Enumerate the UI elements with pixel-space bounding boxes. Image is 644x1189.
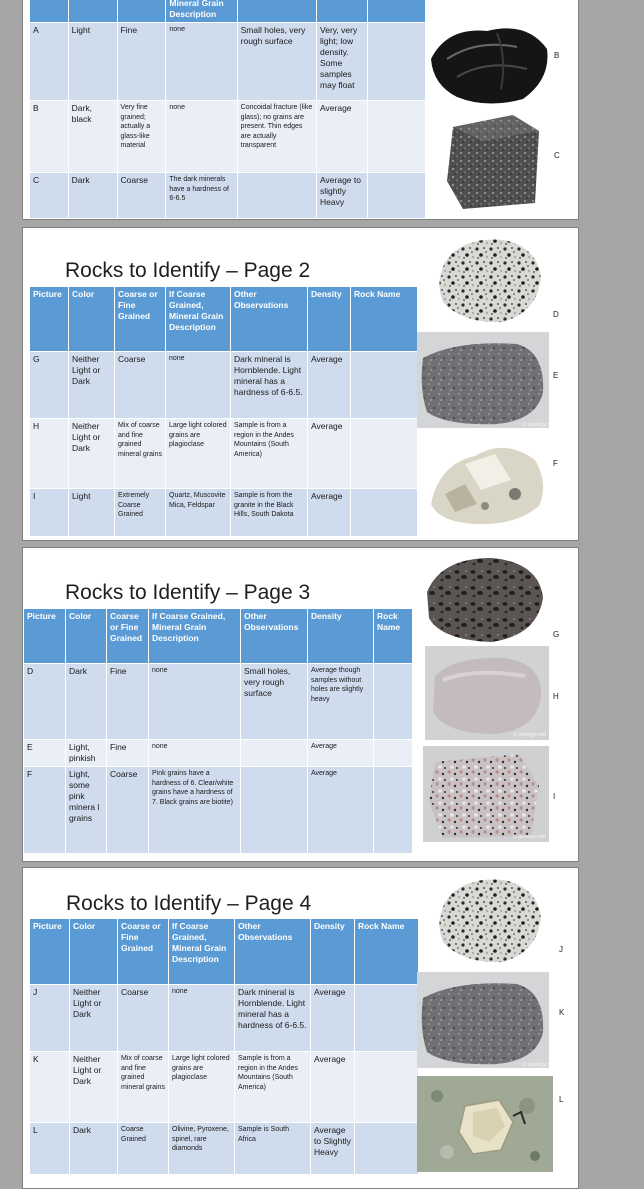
cell-description: none bbox=[149, 664, 241, 740]
rocks-table-2 bbox=[29, 286, 418, 537]
cell-grain: Fine bbox=[107, 740, 149, 767]
rock-photo-pink-granite bbox=[423, 746, 549, 842]
rocks-table-4 bbox=[29, 918, 419, 1175]
cell-picture: B bbox=[30, 101, 69, 173]
watermark: © geology.com bbox=[513, 834, 547, 840]
header-observations: Other Observations bbox=[231, 287, 308, 352]
photo-label: H bbox=[553, 692, 559, 701]
cell-rock-name[interactable] bbox=[351, 352, 418, 419]
cell-observations: Sample is from the granite in the Black Hills, South Dakota bbox=[231, 489, 308, 537]
cell-color: Neither Light or Dark bbox=[69, 352, 115, 419]
cell-rock-name[interactable] bbox=[367, 173, 425, 219]
cell-picture: J bbox=[30, 985, 70, 1052]
watermark: © geology.com bbox=[523, 1062, 557, 1068]
header-density: Density bbox=[308, 287, 351, 352]
cell-observations bbox=[241, 767, 308, 854]
cell-observations: Small holes, very rough surface bbox=[241, 664, 308, 740]
cell-observations: Concoidal fracture (like glass); no grains are present. Thin edges are actually transparent bbox=[237, 101, 316, 173]
header-observations: Other Observations bbox=[241, 609, 308, 664]
header-density: Density bbox=[308, 609, 374, 664]
cell-description: Pink grains have a hardness of 6. Clear/white grains have a hardness of 7. Black grains are biotite) bbox=[149, 767, 241, 854]
cell-color: Neither Light or Dark bbox=[70, 985, 118, 1052]
cell-rock-name[interactable] bbox=[374, 664, 413, 740]
header-grain: Coarse or Fine Grained bbox=[115, 287, 166, 352]
rock-photo-obsidian bbox=[427, 19, 551, 107]
table-row bbox=[30, 1052, 419, 1123]
cell-description: none bbox=[169, 985, 235, 1052]
cell-description: The dark minerals have a hardness of 6-6.5 bbox=[166, 173, 237, 219]
table-row bbox=[30, 352, 418, 419]
photo-label: D bbox=[553, 310, 559, 319]
rocks-table-3 bbox=[23, 608, 413, 854]
header-observations: Other Observations bbox=[235, 919, 311, 985]
photo-label: B bbox=[554, 51, 560, 60]
header-description: If Coarse Grained, Mineral Grain Description bbox=[169, 919, 235, 985]
cell-picture: K bbox=[30, 1052, 70, 1123]
header-density: Density bbox=[311, 919, 355, 985]
header-rock-name: Rock Name bbox=[374, 609, 413, 664]
cell-density: Average bbox=[308, 352, 351, 419]
cell-description: none bbox=[149, 740, 241, 767]
photo-label: I bbox=[553, 792, 556, 801]
photo-label: C bbox=[554, 151, 560, 160]
cell-description: none bbox=[166, 101, 237, 173]
header-grain: Coarse or Fine Grained bbox=[118, 919, 169, 985]
cell-density: Average though samples without holes are slightly heavy bbox=[308, 664, 374, 740]
header-cell bbox=[367, 0, 425, 23]
rock-photo-granite bbox=[433, 872, 545, 966]
table-row bbox=[30, 23, 426, 101]
cell-picture: I bbox=[30, 489, 69, 537]
cell-rock-name[interactable] bbox=[367, 23, 425, 101]
photo-label: L bbox=[559, 1095, 564, 1104]
cell-color: Dark, black bbox=[68, 101, 117, 173]
cell-grain: Mix of coarse and fine grained mineral grains bbox=[115, 419, 166, 489]
cell-color: Neither Light or Dark bbox=[69, 419, 115, 489]
cell-color: Light bbox=[68, 23, 117, 101]
cell-rock-name[interactable] bbox=[351, 489, 418, 537]
cell-rock-name[interactable] bbox=[367, 101, 425, 173]
rock-photo-granite bbox=[433, 232, 545, 326]
cell-density: Average bbox=[308, 740, 374, 767]
table-row bbox=[30, 985, 419, 1052]
cell-description: Large light colored grains are plagioclase bbox=[169, 1052, 235, 1123]
header-rock-name: Rock Name bbox=[351, 287, 418, 352]
slide-2 bbox=[22, 227, 579, 541]
cell-picture: H bbox=[30, 419, 69, 489]
header-color: Color bbox=[70, 919, 118, 985]
cell-description: none bbox=[166, 352, 231, 419]
cell-density: Average bbox=[308, 767, 374, 854]
rock-photo-andesite bbox=[417, 332, 549, 428]
cell-grain: Coarse bbox=[117, 173, 166, 219]
photo-label: G bbox=[553, 630, 560, 639]
rocks-table-1 bbox=[29, 0, 426, 219]
slide-title: Rocks to Identify – Page 2 bbox=[65, 259, 311, 282]
table-row bbox=[30, 173, 426, 219]
table-row bbox=[24, 664, 413, 740]
header-description: If Coarse Grained, Mineral Grain Description bbox=[149, 609, 241, 664]
cell-density: Average bbox=[308, 419, 351, 489]
cell-density: Average to slightly Heavy bbox=[317, 173, 368, 219]
photo-label: E bbox=[553, 371, 559, 380]
cell-picture: C bbox=[30, 173, 69, 219]
cell-description: none bbox=[166, 23, 237, 101]
header-cell bbox=[68, 0, 117, 23]
watermark: © geology.com bbox=[523, 422, 557, 428]
header-partial-line: Description bbox=[169, 9, 217, 19]
header-cell bbox=[237, 0, 316, 23]
cell-color: Dark bbox=[68, 173, 117, 219]
cell-observations: Sample is South Africa bbox=[235, 1123, 311, 1175]
header-picture: Picture bbox=[30, 919, 70, 985]
cell-rock-name[interactable] bbox=[355, 1123, 419, 1175]
cell-rock-name[interactable] bbox=[374, 767, 413, 854]
cell-grain: Extremely Coarse Grained bbox=[115, 489, 166, 537]
cell-color: Light, some pink minera l grains bbox=[66, 767, 107, 854]
cell-grain: Very fine grained; actually a glass-like material bbox=[117, 101, 166, 173]
header-cell bbox=[166, 0, 237, 23]
header-color: Color bbox=[69, 287, 115, 352]
cell-observations: Sample is from a region in the Andes Mountains (South America) bbox=[235, 1052, 311, 1123]
cell-observations bbox=[237, 173, 316, 219]
cell-rock-name[interactable] bbox=[374, 740, 413, 767]
slide-title: Rocks to Identify – Page 4 bbox=[66, 892, 312, 915]
cell-description: Quartz, Muscovite Mica, Feldspar bbox=[166, 489, 231, 537]
header-grain: Coarse or Fine Grained bbox=[107, 609, 149, 664]
header-description: If Coarse Grained, Mineral Grain Description bbox=[166, 287, 231, 352]
cell-color: Light, pinkish bbox=[66, 740, 107, 767]
cell-color: Neither Light or Dark bbox=[70, 1052, 118, 1123]
cell-grain: Coarse bbox=[115, 352, 166, 419]
rock-photo-scoria bbox=[421, 552, 547, 644]
rock-photo-pegmatite bbox=[425, 434, 551, 528]
cell-rock-name[interactable] bbox=[355, 1052, 419, 1123]
header-cell bbox=[30, 0, 69, 23]
cell-grain: Coarse Grained bbox=[118, 1123, 169, 1175]
header-picture: Picture bbox=[30, 287, 69, 352]
cell-picture: F bbox=[24, 767, 66, 854]
cell-grain: Fine bbox=[117, 23, 166, 101]
cell-density: Average bbox=[311, 1052, 355, 1123]
cell-description: Large light colored grains are plagioclase bbox=[166, 419, 231, 489]
cell-rock-name[interactable] bbox=[355, 985, 419, 1052]
rock-photo-gray bbox=[443, 111, 543, 211]
cell-grain: Mix of coarse and fine grained mineral grains bbox=[118, 1052, 169, 1123]
header-partial-line: Mineral Grain bbox=[169, 0, 224, 8]
cell-grain: Coarse bbox=[107, 767, 149, 854]
cell-color: Dark bbox=[70, 1123, 118, 1175]
table-row bbox=[30, 419, 418, 489]
cell-color: Light bbox=[69, 489, 115, 537]
cell-picture: L bbox=[30, 1123, 70, 1175]
table-row bbox=[30, 101, 426, 173]
cell-density: Average bbox=[317, 101, 368, 173]
cell-density: Average bbox=[308, 489, 351, 537]
slide-4 bbox=[22, 867, 579, 1189]
cell-color: Dark bbox=[66, 664, 107, 740]
photo-label: K bbox=[559, 1008, 565, 1017]
cell-observations: Small holes, very rough surface bbox=[237, 23, 316, 101]
cell-picture: G bbox=[30, 352, 69, 419]
slide-1 bbox=[22, 0, 579, 220]
cell-observations: Dark mineral is Hornblende. Light mineral has a hardness of 6-6.5. bbox=[231, 352, 308, 419]
table-row bbox=[30, 489, 418, 537]
cell-observations: Dark mineral is Hornblende. Light mineral has a hardness of 6-6.5. bbox=[235, 985, 311, 1052]
header-picture: Picture bbox=[24, 609, 66, 664]
cell-picture: D bbox=[24, 664, 66, 740]
table-row bbox=[24, 767, 413, 854]
watermark: © geology.com bbox=[513, 732, 547, 738]
rock-photo-andesite bbox=[417, 972, 549, 1068]
rock-photo-rhyolite bbox=[425, 646, 549, 740]
slide-title: Rocks to Identify – Page 3 bbox=[65, 581, 311, 604]
cell-grain: Coarse bbox=[118, 985, 169, 1052]
cell-density: Average to Slightly Heavy bbox=[311, 1123, 355, 1175]
cell-density: Very, very light; low density. Some samples may float bbox=[317, 23, 368, 101]
photo-label: F bbox=[553, 459, 558, 468]
table-row bbox=[24, 740, 413, 767]
header-color: Color bbox=[66, 609, 107, 664]
header-cell bbox=[117, 0, 166, 23]
header-cell bbox=[317, 0, 368, 23]
rock-photo-kimberlite bbox=[417, 1076, 553, 1172]
cell-grain: Fine bbox=[107, 664, 149, 740]
photo-label: J bbox=[559, 945, 563, 954]
header-rock-name: Rock Name bbox=[355, 919, 419, 985]
cell-picture: E bbox=[24, 740, 66, 767]
cell-rock-name[interactable] bbox=[351, 419, 418, 489]
cell-observations bbox=[241, 740, 308, 767]
cell-observations: Sample is from a region in the Andes Mountains (South America) bbox=[231, 419, 308, 489]
table-row bbox=[30, 1123, 419, 1175]
cell-picture: A bbox=[30, 23, 69, 101]
cell-density: Average bbox=[311, 985, 355, 1052]
cell-description: Olivine, Pyroxene, spinel, rare diamonds bbox=[169, 1123, 235, 1175]
slide-3 bbox=[22, 547, 579, 862]
